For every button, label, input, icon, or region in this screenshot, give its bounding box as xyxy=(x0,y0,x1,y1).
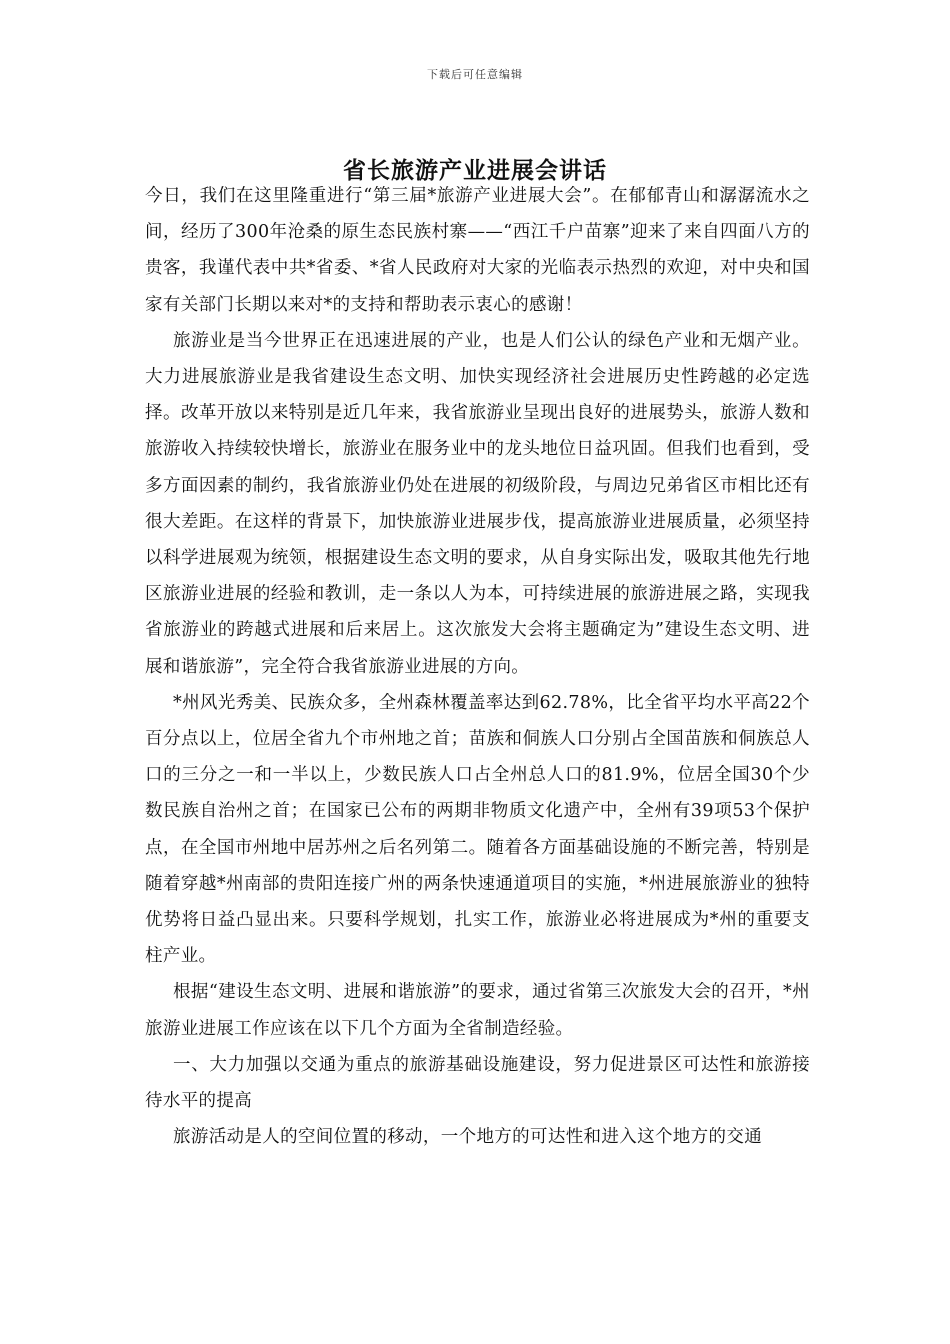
document-title: 省长旅游产业进展会讲话 xyxy=(343,157,607,184)
paragraph-prefecture-advantages: *州风光秀美、民族众多，全州森林覆盖率达到62.78%，比全省平均水平高22个百分点以上，位居全省九个市州地之首；苗族和侗族人口分别占全国苗族和侗族总人口的三分之一和一半以上，少数民族人口占全州总人口的81.9%，位居全国30个少数民族自治州之首；在国家已公布的两期非物质文化遗产中，全州有39项53个保护点，在全国市州地中居苏州之后名列第二。随着各方面基础设施的不断完善，特别是随着穿越*州南部的贵阳连接广州的两条快速通道项目的实施，*州进展旅游业的独特优势将日益凸显出来。只要科学规划，扎实工作，旅游业必将进展成为*州的重要支柱产业。 xyxy=(145,692,810,967)
paragraph-transport: 旅游活动是人的空间位置的移动，一个地方的可达性和进入这个地方的交通 xyxy=(173,1127,763,1148)
paragraph-opening: 今日，我们在这里隆重进行“第三届*旅游产业进展大会”。在郁郁青山和潺潺流水之间，经历了300年沧桑的原生态民族村寨——“西江千户苗寨”迎来了来自四面八方的贵客，我谨代表中共*省委、*省人民政府对大家的光临表示热烈的欢迎，对中央和国家有关部门长期以来对*的支持和帮助表示衷心的感谢！ xyxy=(145,186,810,315)
paragraph-tourism-industry: 旅游业是当今世界正在迅速进展的产业，也是人们公认的绿色产业和无烟产业。大力进展旅游业是我省建设生态文明、加快实现经济社会进展历史性跨越的必定选择。改革开放以来特别是近几年来，我省旅游业呈现出良好的进展势头，旅游人数和旅游收入持续较快增长，旅游业在服务业中的龙头地位日益巩固。但我们也看到，受多方面因素的制约，我省旅游业仍处在进展的初级阶段，与周边兄弟省区市相比还有很大差距。在这样的背景下，加快旅游业进展步伐，提高旅游业进展质量，必须坚持以科学进展观为统领，根据建设生态文明的要求，从自身实际出发，吸取其他先行地区旅游业进展的经验和教训，走一条以人为本，可持续进展的旅游进展之路，实现我省旅游业的跨越式进展和后来居上。这次旅发大会将主题确定为”建设生态文明、进展和谐旅游”，完全符合我省旅游业进展的方向。 xyxy=(145,330,810,677)
document-body xyxy=(145,178,810,1155)
header-note: 下载后可任意编辑 xyxy=(427,68,523,81)
paragraph-requirements: 根据“建设生态文明、进展和谐旅游”的要求，通过省第三次旅发大会的召开，*州旅游业进展工作应该在以下几个方面为全省制造经验。 xyxy=(145,982,810,1039)
section-heading-one: 一、大力加强以交通为重点的旅游基础设施建设，努力促进景区可达性和旅游接待水平的提高 xyxy=(145,1054,810,1112)
